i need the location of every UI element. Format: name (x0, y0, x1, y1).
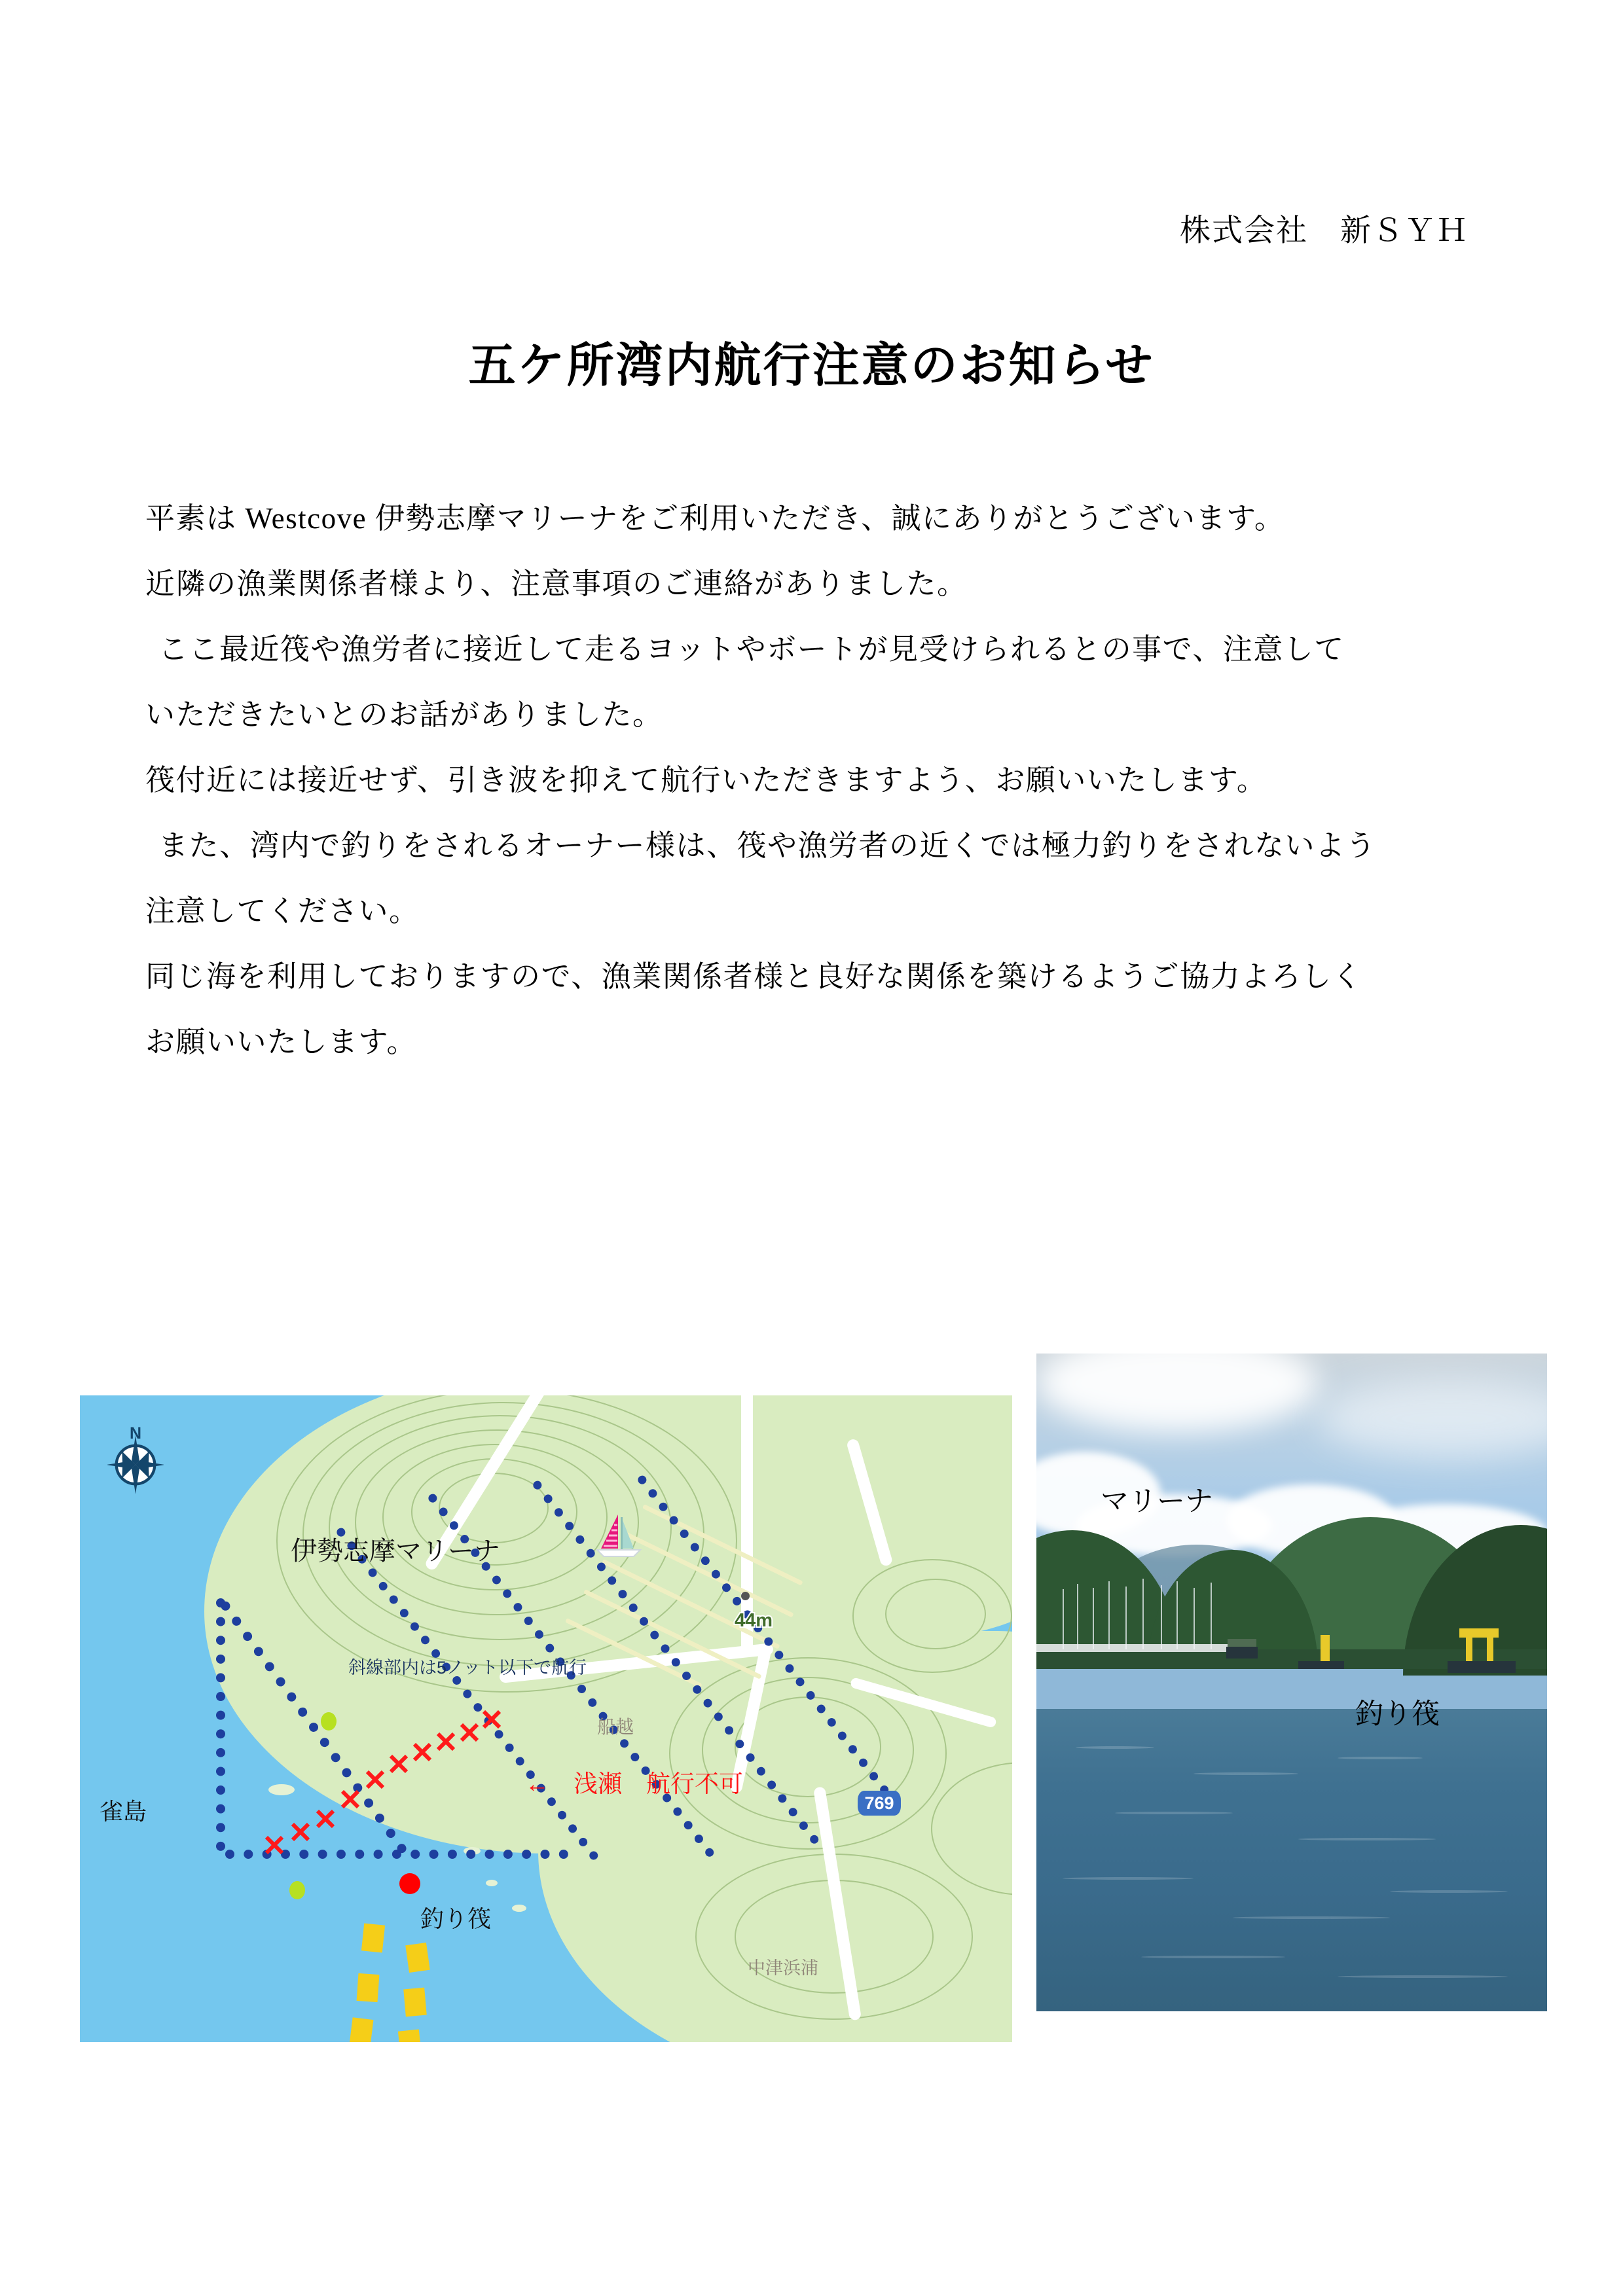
photo-raft-post-left (1466, 1636, 1472, 1662)
map-fishing-raft-4 (403, 1988, 427, 2017)
map-label-funakoshi: 船越 (597, 1717, 634, 1737)
photo-wave-4 (1115, 1812, 1233, 1814)
map-label-suzumejima: 雀島 (100, 1798, 147, 1825)
map-contour-12 (885, 1579, 986, 1649)
map-no-entry-x-8 (435, 1731, 457, 1753)
photo-wave-1 (1076, 1746, 1154, 1749)
map-label-speed-notice: 斜線部内は5ノット以下で航行 (348, 1658, 587, 1677)
company-name: 株式会社 新ＳＹＨ (1180, 214, 1468, 248)
map-label-marina: 伊勢志摩マリーナ (291, 1537, 500, 1566)
body-line-3: ここ最近筏や漁労者に接近して走るヨットやボートが見受けられるとの事で、注意して (158, 633, 1345, 666)
photo-mast-4 (1108, 1581, 1110, 1649)
photo-label-fishing-raft: 釣り筏 (1355, 1698, 1440, 1730)
compass-north-label: N (129, 1424, 142, 1443)
photo-wave-7 (1233, 1916, 1390, 1919)
photo-mast-10 (1211, 1583, 1212, 1649)
compass-rose-icon (107, 1424, 164, 1495)
map-fishing-raft-2 (405, 1943, 430, 1973)
photo-wave-8 (1390, 1890, 1508, 1893)
page-title: 五ケ所湾内航行注意のお知らせ (468, 340, 1155, 392)
photo-mast-3 (1093, 1588, 1094, 1649)
map-islet-3 (486, 1880, 498, 1886)
map-label-fishing-raft: 釣り筏 (420, 1905, 492, 1932)
map-zone-boundary-left (216, 1598, 225, 1851)
map-route-shield: 769 (858, 1791, 901, 1816)
map-no-entry-x-9 (458, 1721, 481, 1744)
map-elevation-label: 44m (735, 1610, 773, 1631)
map-fishing-raft-6 (398, 2029, 422, 2042)
photo-wave-10 (1338, 1975, 1508, 1978)
photo-mast-2 (1077, 1584, 1078, 1649)
map-no-entry-x-7 (411, 1741, 433, 1763)
map-marker-green-1 (321, 1712, 337, 1731)
body-line-8: 同じ海を利用しておりますので、漁業関係者様と良好な関係を築けるようご協力よろしく (145, 960, 1363, 993)
body-line-1: 平素は Westcove 伊勢志摩マリーナをご利用いただき、誠にありがとうございます。 (145, 502, 1285, 535)
photo-wave-3 (1338, 1757, 1423, 1759)
photo-mast-6 (1142, 1579, 1144, 1649)
photo-label-marina: マリーナ (1101, 1486, 1213, 1517)
photo-wave-9 (1141, 1956, 1285, 1958)
map-fishing-raft-3 (357, 1973, 380, 2002)
map-no-entry-x-6 (388, 1753, 410, 1775)
bay-photograph (1036, 1354, 1547, 2011)
map-label-shallow-warning: ← 浅瀬 航行不可 (525, 1770, 743, 1797)
photo-mast-8 (1176, 1581, 1178, 1649)
map-no-entry-x-5 (364, 1768, 386, 1791)
photo-boat-center-roof (1228, 1639, 1256, 1647)
map-no-entry-x-1 (263, 1834, 285, 1856)
photo-raft-post-right (1487, 1636, 1493, 1662)
photo-mast-1 (1063, 1589, 1064, 1649)
body-line-9: お願いいたします。 (145, 1026, 417, 1058)
map-fishing-raft-1 (361, 1923, 385, 1952)
map-islet-4 (512, 1905, 526, 1912)
body-line-4: いただきたいとのお話がありました。 (145, 698, 663, 731)
map-marker-red (399, 1873, 420, 1894)
photo-mast-9 (1194, 1588, 1195, 1649)
sailboat-icon (596, 1512, 643, 1562)
body-line-6: また、湾内で釣りをされるオーナー様は、筏や漁労者の近くでは極力釣りをされないよう (158, 829, 1377, 862)
photo-mast-7 (1161, 1585, 1162, 1649)
map-marker-green-2 (289, 1881, 305, 1899)
map-fishing-raft-5 (350, 2017, 374, 2042)
map-no-entry-x-3 (314, 1808, 337, 1830)
body-line-7: 注意してください。 (145, 895, 420, 927)
map-elevation-point-icon (741, 1592, 750, 1600)
photo-raft-marker-yellow (1321, 1635, 1330, 1662)
map-no-entry-x-10 (481, 1708, 503, 1731)
photo-wave-2 (1194, 1772, 1298, 1775)
photo-mast-5 (1125, 1587, 1127, 1649)
body-line-2: 近隣の漁業関係者様より、注意事項のご連絡がありました。 (145, 567, 968, 600)
photo-moored-boats (1036, 1644, 1239, 1652)
photo-raft-platform-1 (1298, 1661, 1344, 1669)
photo-boat-center (1226, 1647, 1258, 1659)
map-label-nakatsuhamaura: 中津浜浦 (748, 1958, 818, 1978)
body-text (145, 486, 1468, 1075)
photo-wave-5 (1298, 1838, 1436, 1840)
photo-raft-platform-2 (1448, 1661, 1516, 1673)
navigation-map-figure (80, 1395, 1012, 2042)
photo-water (1036, 1709, 1547, 2011)
map-islet-1 (268, 1784, 295, 1795)
map-no-entry-x-2 (289, 1821, 312, 1843)
photo-wave-6 (1063, 1877, 1194, 1880)
map-no-entry-x-4 (339, 1788, 361, 1810)
body-line-5: 筏付近には接近せず、引き波を抑えて航行いただきますよう、お願いいたします。 (145, 764, 1267, 797)
